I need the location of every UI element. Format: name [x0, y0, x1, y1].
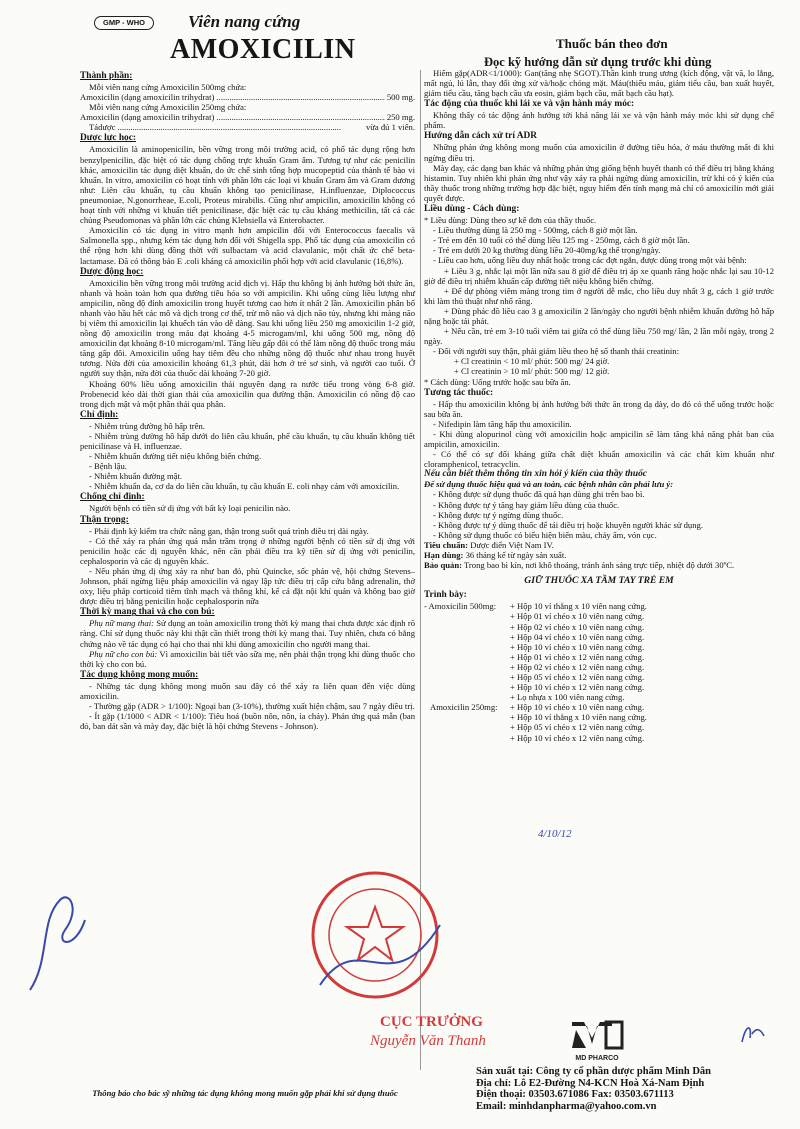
dosage-item: * Cách dùng: Uống trước hoặc sau bữa ăn. [424, 376, 571, 387]
pharmacodynamics-heading: Dược lực học: [80, 133, 137, 144]
pharmacokinetics-paragraph: Amoxicilin bền vững trong môi trường acid dịch vị. Hấp thu không bị ảnh hưởng bởi thức ăn, nhanh và hoàn toàn hơn qua đường tiêu hóa so với ampicilin. Khi uống cùng liều lượng như ampicilin, nồng độ đỉnh amoxicilin trong huyết tương cao hơn ít nhất 2 lần. Amoxicilin phân bố nhanh vào hầu hết các mô và dịch trong cơ thể, trừ mô não và dịch não tủy, nhưng khi màng não bị viêm thì amoxicilin lại khuếch tán vào dễ dàng. Sau khi uống liều 250 mg amoxicilin 1-2 giờ, nồng độ amoxicilin trong máu đạt khoảng 4-5 microgam/ml, khi uống 500 mg, nồng độ amoxicilin đạt khoảng 8-10 microgam/ml. Tăng liều gấp đôi có thể làm nồng độ thuốc trong máu tăng gấp đôi. Amoxicilin uống hay tiêm đều cho những nồng độ thuốc như nhau trong huyết tương. Nửa đời của amoxicilin khoảng 61,3 phút, dài hơn ở trẻ sơ sinh, và người cao tuổi. Ở người suy thận, nửa đời của thuốc dài khoảng 7-20 giờ. [80, 277, 415, 379]
interaction-item: - Nifedipin làm tăng hấp thu amoxicilin. [433, 418, 572, 429]
dosage-item: + Cl creatinin > 10 ml/ phút: 500 mg/ 12 giờ. [454, 366, 610, 377]
stamp-title: CỤC TRƯỞNG [380, 1014, 483, 1030]
breastfeeding-label: Phụ nữ cho con bú: [89, 648, 158, 659]
pack-item: + Hộp 10 vỉ chéo x 12 viên nang cứng. [510, 682, 645, 693]
composition-item [80, 112, 415, 122]
contraindications-heading: Chống chỉ định: [80, 492, 145, 503]
interaction-item: - Khi dùng alopurinol cùng với amoxicilin hoặc ampicilin sẽ làm tăng khả năng phát ban của ampicilin, amoxicilin. [424, 428, 774, 449]
precaution-item: - Có thể xảy ra phản ứng quá mẫn trầm trọng ở những người bệnh có tiền sử dị ứng với penicilin hoặc các dị nguyên khác, nên cần phải điều tra kỹ tiền sử dị ứng với penicilin, cephalosporin và các dị nguyên khác. [80, 535, 415, 566]
pack-item: + Hộp 05 vỉ chéo x 12 viên nang cứng. [510, 722, 645, 733]
excipient-value: vừa đủ 1 viên. [365, 122, 415, 133]
side-effect-item: - Những tác dụng không mong muốn sau đây có thể xảy ra liên quan đến việc dùng amoxicilin. [80, 680, 415, 701]
expiry-line [424, 550, 774, 560]
pharmacokinetics-heading: Dược động học: [80, 266, 144, 277]
composition-item-value: 250 mg. [386, 112, 415, 123]
dosage-item: + Liều 3 g, nhắc lại một lần nữa sau 8 giờ để điều trị áp xe quanh răng hoặc nhắc lại sau 10-12 giờ để điều trị nhiễm khuẩn cấp đường tiết niệu không biến chứng. [424, 265, 774, 286]
precautions-heading: Thận trọng: [80, 514, 129, 525]
standard-label: Tiêu chuẩn: [424, 539, 469, 550]
safety-item: - Không được tự ý tăng hay giảm liều dùng của thuốc. [433, 499, 620, 510]
packaging-heading: Trình bày: [424, 590, 467, 601]
side-effect-item: - Thường gặp (ADR > 1/100): Ngoại ban (3-10%), thường xuất hiện chậm, sau 7 ngày điều trị. [89, 700, 415, 711]
dosage-item: - Liều thường dùng là 250 mg - 500mg, cách 8 giờ một lần. [433, 225, 638, 236]
excipient-label: Tádược ..... [80, 122, 364, 132]
right-column [424, 68, 774, 743]
read-instructions-note: Đọc kỹ hướng dẫn sử dụng trước khi dùng [484, 55, 712, 69]
dosage-item: + Nếu cần, trẻ em 3-10 tuổi viêm tai giữa có thể dùng liều 750 mg/ lần, 2 lần mỗi ngày, trong 2 ngày. [424, 326, 774, 347]
pack-500-list [510, 601, 774, 702]
safety-item: - Không được tự ý ngừng dùng thuốc. [433, 509, 564, 520]
contraindications-text: Người bệnh có tiền sử dị ứng với bất kỳ loại penicilin nào. [89, 503, 291, 514]
stamp-signer: Nguyễn Văn Thanh [370, 1033, 486, 1049]
safety-item: - Không sử dụng thuốc có biểu hiện biến màu, chảy ẩm, vón cục. [433, 529, 657, 540]
manufacturer-email: Email: minhdanpharma@yahoo.com.vn [476, 1100, 657, 1112]
rare-effects-paragraph: Hiếm gặp(ADR<1/1000): Gan(tăng nhẹ SGOT).Thần kinh trung ương (kích động, vật vã, lo lắng, mất ngủ, lú lẫn, thay đổi ứng xử và/hoặc chóng mặt. Máu(thiếu máu, giảm tiểu cầu, ban xuất huyết, giảm tiểu cầu, tăng bạch cầu ưa eosin, giảm bạch cầu, mất bạch cầu hạt). [424, 68, 774, 99]
dosage-heading: Liều dùng - Cách dùng: [424, 204, 520, 215]
pack-item: + Hộp 10 vỉ chéo x 10 viên nang cứng. [510, 641, 645, 652]
composition-heading: Thành phần: [80, 71, 133, 81]
breastfeeding-text: Vì amoxicilin bài tiết vào sữa mẹ, nên phải thận trọng khi dùng thuốc cho thời kỳ cho con bú. [80, 648, 415, 669]
standard-line [424, 540, 774, 550]
pregnancy-label: Phụ nữ mang thai: [89, 618, 154, 629]
pack-item: + Hộp 01 vỉ chéo x 10 viên nang cứng. [510, 611, 645, 622]
indication-item: - Nhiễm trùng đường hô hấp dưới do liên cầu khuẩn, phế cầu khuẩn, tụ cầu khuẩn không tiết penicilinase và H. influenzae. [80, 430, 415, 451]
storage-line [424, 560, 774, 570]
dosage-item: * Liều dùng: Dùng theo sự kê đơn của thầy thuốc. [424, 215, 597, 226]
safety-item: - Không được sử dụng thuốc đã quá hạn dùng ghi trên bao bì. [433, 489, 645, 500]
manufacturer-info [476, 1066, 776, 1112]
pharmacodynamics-paragraph: Amoxicilin là aminopenicilin, bền vững trong môi trường acid, có phổ tác dụng rộng hơn benzylpenicilin, đặc biệt có tác dụng chống trực khuẩn Gram âm. Tương tự như các penicilin khác, amoxicilin tác dụng diệt khuẩn, do ức chế sinh tổng hợp mucopeptid của thành tế bào vi khuẩn. In vitro, amoxicilin có hoạt tính với phần lớn các loại vi khuẩn Gram âm và Gram dương như: Liên cầu khuẩn, tụ cầu khuẩn không tạo penicilinase, H.influenzae, Diplococcus pneumoniae, N.gonorrheae, E.coli, Proteus mirabilis. Cũng như ampicilin, amoxicilin không có hoạt tính với những vi khuẩn tiết penicilinase, đặc biệt các tụ cầu kháng methicilin, tất cả các chủng Pseudomonas và phần lớn các chủng Klebsiella và Enterobacter. [80, 144, 415, 226]
safety-heading: Để sử dụng thuốc hiệu quả và an toàn, các bệnh nhân cần phải lưu ý: [424, 479, 674, 490]
pack-500-group [424, 601, 774, 702]
pack-item: + Hộp 05 vỉ chéo x 12 viên nang cứng. [510, 671, 645, 682]
manufacturer-line: Sản xuất tại: Công ty cổ phần dược phẩm Minh Dân [476, 1066, 711, 1077]
composition-item-label: Amoxicilin (dạng amoxicilin trihydrat) ..... [80, 92, 385, 102]
pharmacokinetics-paragraph: Khoảng 60% liều uống amoxicilin thải nguyên dạng ra nước tiểu trong vòng 6-8 giờ. Probenecid kéo dài thời gian thải của amoxicilin qua đường thận. Amoxicilin có nồng độ cao trong dịch mật và một phần thải qua phân. [80, 378, 415, 409]
pack-item: + Hộp 10 vỉ chéo x 10 viên nang cứng. [510, 702, 645, 713]
breastfeeding-paragraph [80, 649, 415, 669]
expiry-label: Hạn dùng: [424, 550, 464, 561]
dosage-item: - Trẻ em dưới 20 kg thường dùng liều 20-40mg/kg thể trọng/ngày. [433, 245, 661, 256]
interactions-heading: Tương tác thuốc: [424, 387, 494, 398]
pack-item: + Lọ nhựa x 100 viên nang cứng. [510, 692, 625, 703]
manufacturer-address: Địa chỉ: Lô E2-Đường N4-KCN Hoà Xá-Nam Định [476, 1077, 705, 1089]
pharmacodynamics-paragraph: Amoxicilin có tác dụng in vitro mạnh hơn ampicilin đối với Enterococcus faecalis và Salmonella spp., nhưng kém tác dụng hơn đối với Shigella spp. Phổ tác dụng của amoxicilin có thể rộng hơn khi dùng đồng thời với sulbactam và acid clavulanic, một chất ức chế beta-lactamase. Đã có thông báo E .coli kháng cả amoxicilin phối hợp với acid clavulanic (16,8%). [80, 225, 415, 266]
official-seal-icon [300, 865, 450, 1015]
manufacturer-phone: Điện thoại: 03503.671086 Fax: 03503.671113 [476, 1089, 674, 1101]
side-effects-heading: Tác dụng không mong muốn: [80, 669, 199, 680]
product-title: AMOXICILIN [170, 34, 356, 65]
adr-handling-paragraph: Những phản ứng không mong muốn của amoxicilin ở đường tiêu hóa, ở máu thường mất đi khi ngừng điều trị. [424, 142, 774, 163]
excipient-item [80, 122, 415, 132]
precaution-item: - Phải định kỳ kiểm tra chức năng gan, thận trong suốt quá trình điều trị dài ngày. [89, 525, 369, 536]
storage-label: Bảo quản: [424, 560, 462, 571]
side-effect-item: - Ít gặp (1/1000 < ADR < 1/100): Tiêu hoá (buồn nôn, nôn, ỉa chảy). Phản ứng quá mẫn (ban đỏ, ban dát sần và mày đay, đặc biệt là hội chứng Stevens - Johnson). [80, 711, 415, 732]
adr-handling-paragraph: Mày đay, các dạng ban khác và những phản ứng giống bệnh huyết thanh có thể điều trị bằng kháng histamin. Tuy nhiên khi phản ứng như vậy xảy ra phải ngừng dùng amoxicilin, trừ khi có ý kiến của thầy thuốc trong những trường hợp đặc biệt, nguy hiểm đến tính mạng mà chỉ có amoxicilin mới giải quyết được. [424, 162, 774, 203]
dosage-item: - Trẻ em đến 10 tuổi có thể dùng liều 125 mg - 250mg, cách 8 giờ một lần. [433, 235, 690, 246]
indication-item: - Nhiễm khuẩn da, cơ da do liên cầu khuẩn, tụ cầu khuẩn E. coli nhạy cảm với amoxicilin. [89, 481, 400, 492]
gmp-who-badge: GMP - WHO [94, 16, 154, 30]
prescription-note: Thuốc bán theo đơn [556, 36, 668, 51]
indication-item: - Bệnh lậu. [89, 461, 127, 472]
adr-handling-heading: Hướng dẫn cách xử trí ADR [424, 131, 538, 142]
left-column [80, 70, 415, 731]
product-form: Viên nang cứng [188, 12, 301, 31]
expiry-value: 36 tháng kể từ ngày sản xuất. [465, 550, 567, 561]
pack-500-label: - Amoxicilin 500mg: [424, 601, 497, 612]
composition-line: Mỗi viên nang cứng Amoxicilin 250mg chứa: [89, 102, 247, 113]
indications-heading: Chỉ định: [80, 409, 119, 420]
pregnancy-paragraph [80, 618, 415, 648]
pack-item: + Hộp 02 vỉ chéo x 12 viên nang cứng. [510, 661, 645, 672]
dosage-item: - Đối với người suy thận, phải giảm liều theo hệ số thanh thải creatinin: [433, 346, 679, 357]
pack-item: + Hộp 01 vỉ chéo x 12 viên nang cứng. [510, 651, 645, 662]
driving-heading: Tác động của thuốc khi lái xe và vận hành máy móc: [424, 99, 635, 110]
pack-item: + Hộp 10 vỉ thẳng x 10 viên nang cứng. [510, 712, 647, 723]
report-side-effects-note: Thông báo cho bác sỹ những tác dụng không mong muốn gặp phải khi sử dụng thuốc [92, 1088, 398, 1098]
pack-item: + Hộp 10 vỉ chéo x 12 viên nang cứng. [510, 732, 645, 743]
interaction-item: - Có thể có sự đối kháng giữa chất diệt khuẩn amoxicilin và các chất kìm khuẩn như cloramphenicol, tetracyclin. [424, 449, 774, 470]
logo-brand: MD PHARCO [575, 1055, 619, 1062]
company-logo-icon [566, 1018, 628, 1064]
pack-250-group [424, 702, 774, 742]
initials-signature-icon [738, 1020, 768, 1048]
advice-heading: Nếu cần biết thêm thông tin xin hỏi ý kiến của thầy thuốc [424, 469, 647, 480]
driving-text: Không thấy có tác động ảnh hưởng tới khả năng lái xe và vận hành máy móc khi sử dụng chế phẩm. [424, 110, 774, 131]
composition-item-value: 500 mg. [386, 92, 415, 103]
margin-signature-icon [20, 880, 100, 1000]
keep-away-warning: GIỮ THUỐC XA TẦM TAY TRẺ EM [524, 575, 674, 587]
dosage-item: - Liều cao hơn, uống liều duy nhất hoặc trong các đợt ngắn, được dùng trong một vài bệnh: [433, 255, 747, 266]
safety-item: - Không được tự ý dùng thuốc để tái điều trị hoặc khuyên người khác sử dụng. [433, 519, 703, 530]
dosage-item: + Dùng phác đồ liều cao 3 g amoxicilin 2 lần/ngày cho người bệnh nhiễm khuẩn đường hô hấp nặng hoặc tái phát. [424, 305, 774, 326]
storage-value: Trong bao bì kín, nơi khô thoáng, tránh ánh sáng trực tiếp, nhiệt độ dưới 30ºC. [463, 560, 735, 571]
pack-item: + Hộp 04 vỉ chéo x 10 viên nang cứng. [510, 631, 645, 642]
indication-item: - Nhiễm khuẩn đường tiết niệu không biến chứng. [89, 451, 262, 462]
interaction-item: - Hấp thu amoxicilin không bị ảnh hưởng bởi thức ăn trong dạ dày, do đó có thể uống trước hoặc sau bữa ăn. [424, 398, 774, 419]
composition-item-label: Amoxicilin (dạng amoxicilin trihydrat) ..... [80, 112, 385, 122]
standard-value: Dược điển Việt Nam IV. [470, 539, 554, 550]
dosage-item: + Cl creatinin < 10 ml/ phút: 500 mg/ 24 giờ. [454, 356, 610, 367]
pack-item: + Hộp 02 vỉ chéo x 10 viên nang cứng. [510, 621, 645, 632]
pregnancy-text: Sử dụng an toàn amoxicilin trong thời kỳ mang thai chưa được xác định rõ ràng. Chỉ sử dụng thuốc này khi thật cần thiết trong thời kỳ mang thai. Tuy nhiên, chưa có bằng chứng nào về tác dụng có hại cho thai nhi khi dùng amoxicilin cho người mang thai. [80, 618, 415, 649]
dosage-item: + Để dự phòng viêm màng trong tim ở người dễ mắc, cho liều duy nhất 3 g, cách 1 giờ trước khi làm thủ thuật như nhổ răng. [424, 285, 774, 306]
indication-item: - Nhiễm trùng đường hô hấp trên. [89, 420, 205, 431]
approval-date: 4/10/12 [538, 828, 572, 840]
composition-line: Mỗi viên nang cứng Amoxicilin 500mg chứa: [89, 82, 247, 92]
pack-250-list [510, 702, 774, 742]
pack-item: + Hộp 10 vỉ thẳng x 10 viên nang cứng. [510, 601, 647, 612]
precaution-item: - Nếu phản ứng dị ứng xảy ra như ban đỏ, phù Quincke, sốc phản vệ, hội chứng Stevens–Johnson, phải ngừng liệu pháp amoxicilin và ngay lập tức điều trị cấp cứu bằng adrenalin, thở oxy, liệu pháp corticoid tiêm tĩnh mạch và thông khí, kể cả đặt nội khí quản và không bao giờ được điều trị bằng penicilin hoặc cephalosporin nữa [80, 565, 415, 607]
pack-250-label: Amoxicilin 250mg: [430, 702, 498, 713]
composition-item [80, 92, 415, 102]
pregnancy-heading: Thời kỳ mang thai và cho con bú: [80, 607, 215, 618]
indication-item: - Nhiễm khuẩn đường mật. [89, 471, 182, 482]
